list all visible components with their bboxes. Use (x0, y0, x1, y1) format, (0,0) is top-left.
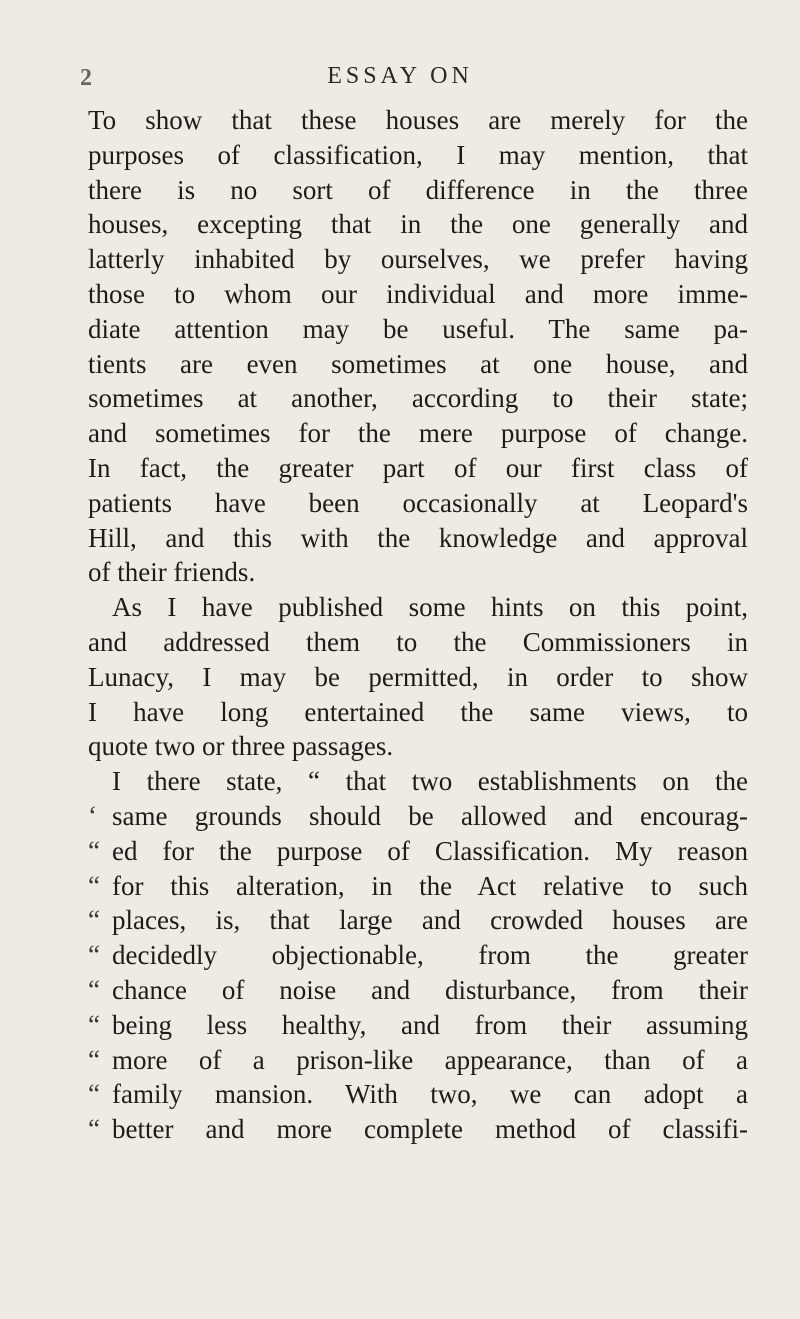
text-line (88, 973, 748, 1008)
line-text: more of a prison-like appearance, than of a (112, 1044, 748, 1075)
quote-mark: “ (88, 974, 100, 1005)
line-text: latterly inhabited by ourselves, we prefer having (88, 244, 748, 275)
text-line (88, 451, 748, 486)
line-text: As I have published some hints on this point, (112, 592, 748, 623)
line-text: places, is, that large and crowded houses are (112, 905, 748, 936)
text-line (88, 660, 748, 695)
line-text: of their friends. (88, 557, 256, 588)
line-text: purposes of classification, I may mention, that (88, 139, 748, 170)
quote-mark: “ (88, 1079, 100, 1110)
text-line (88, 1077, 748, 1112)
text-line (88, 1008, 748, 1043)
page-header (0, 63, 800, 93)
text-line (88, 138, 748, 173)
line-text: family mansion. With two, we can adopt a (112, 1079, 748, 1110)
text-line (88, 729, 748, 764)
quote-mark: “ (88, 1044, 100, 1075)
text-line (88, 521, 748, 556)
quote-mark: “ (88, 940, 100, 971)
quote-mark: “ (88, 835, 100, 866)
text-line (88, 242, 748, 277)
text-line (88, 277, 748, 312)
line-text: ed for the purpose of Classification. My reason (112, 835, 748, 866)
running-head: ESSAY ON (327, 63, 473, 89)
quote-mark: ‘ (88, 800, 97, 831)
line-text: there is no sort of difference in the three (88, 174, 748, 205)
line-text: and sometimes for the mere purpose of change. (88, 418, 748, 449)
line-text: houses, excepting that in the one generally and (88, 209, 748, 240)
line-text: those to whom our individual and more imme- (88, 278, 748, 309)
body-text (88, 103, 748, 1147)
text-line (88, 416, 748, 451)
text-line (88, 312, 748, 347)
text-line (88, 173, 748, 208)
quote-mark: “ (88, 870, 100, 901)
line-text: better and more complete method of classifi- (112, 1114, 748, 1145)
text-line (88, 103, 748, 138)
line-text: I have long entertained the same views, to (88, 696, 748, 727)
text-line (88, 555, 748, 590)
text-line (88, 1043, 748, 1078)
line-text: quote two or three passages. (88, 731, 394, 762)
text-line (88, 381, 748, 416)
line-text: for this alteration, in the Act relative to such (112, 870, 748, 901)
line-text: Lunacy, I may be permitted, in order to show (88, 661, 748, 692)
line-text: decidedly objectionable, from the greater (112, 940, 748, 971)
quote-mark: “ (88, 1114, 100, 1145)
line-text: same grounds should be allowed and encourag- (112, 800, 748, 831)
line-text: To show that these houses are merely for the (88, 105, 748, 135)
line-text: In fact, the greater part of our first class of (88, 452, 748, 483)
text-line (88, 625, 748, 660)
text-line (88, 903, 748, 938)
line-text: tients are even sometimes at one house, and (88, 348, 748, 379)
text-line (88, 799, 748, 834)
text-line (88, 486, 748, 521)
text-line (88, 207, 748, 242)
line-text: being less healthy, and from their assuming (112, 1009, 748, 1040)
text-line (88, 695, 748, 730)
text-line (88, 938, 748, 973)
line-text: patients have been occasionally at Leopard's (88, 487, 748, 518)
text-line (88, 764, 748, 799)
line-text: and addressed them to the Commissioners in (88, 626, 748, 657)
quote-mark: “ (88, 905, 100, 936)
text-line (88, 590, 748, 625)
line-text: sometimes at another, according to their state; (88, 383, 748, 414)
text-line (88, 869, 748, 904)
text-line (88, 347, 748, 382)
page-number: 2 (80, 65, 92, 91)
line-text: Hill, and this with the knowledge and approval (88, 522, 748, 553)
line-text: diate attention may be useful. The same pa- (88, 313, 748, 344)
line-text: I there state, “ that two establishments on the (112, 766, 748, 797)
text-line (88, 834, 748, 869)
line-text: chance of noise and disturbance, from their (112, 974, 748, 1005)
text-line (88, 1112, 748, 1147)
quote-mark: “ (88, 1009, 100, 1040)
